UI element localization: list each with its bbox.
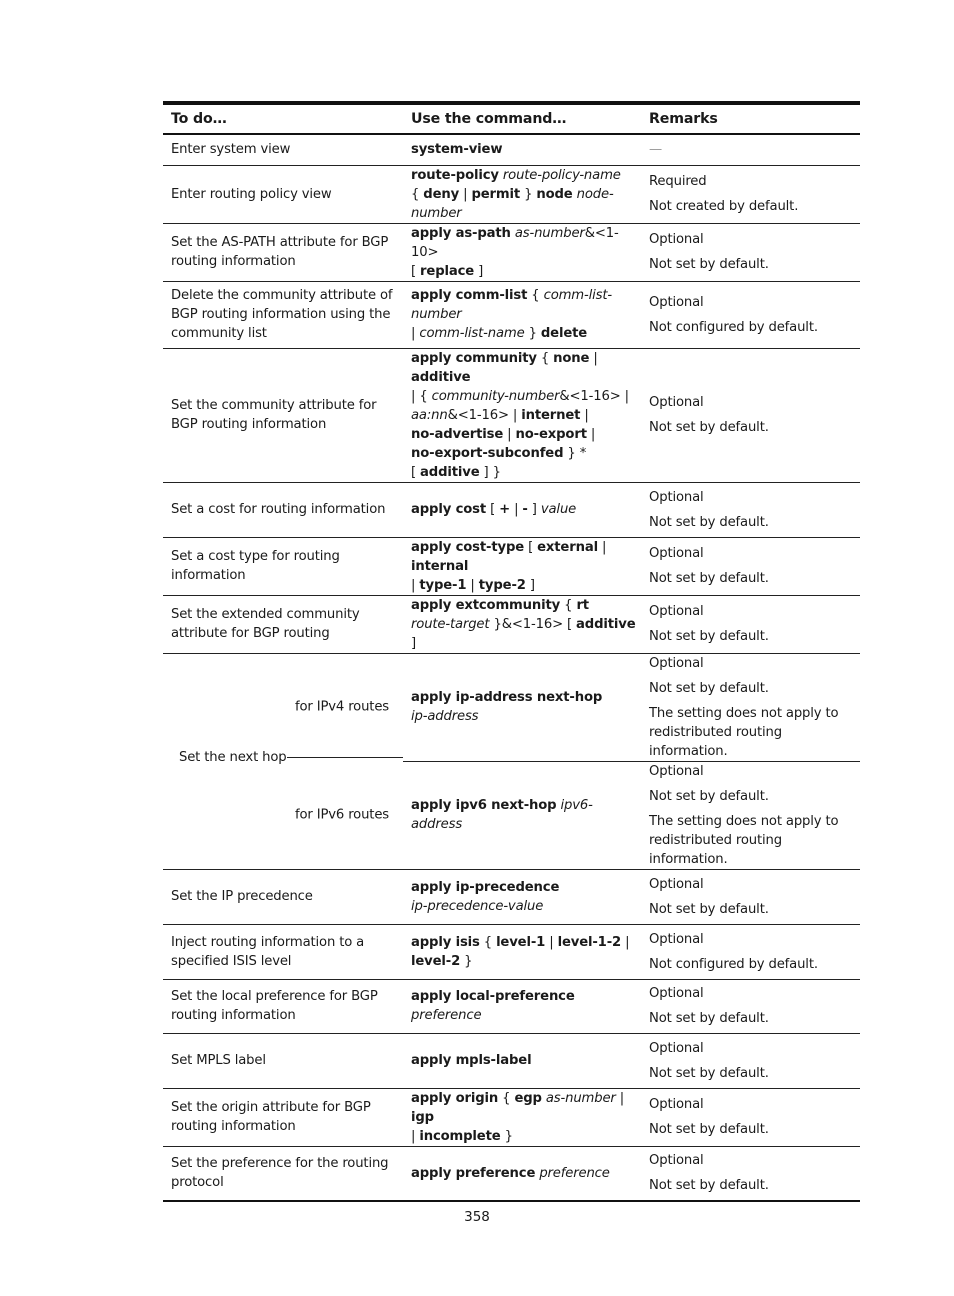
remarks-cell: [641, 165, 860, 223]
command-keyword: +: [499, 502, 511, 517]
remarks-cell: [641, 1033, 860, 1088]
remarks-cell: [641, 537, 860, 595]
todo-cell: Set the AS-PATH attribute for BGP routing information: [163, 223, 403, 281]
table-row: [163, 134, 860, 165]
command-keyword: apply community: [411, 350, 537, 366]
command-cell: apply cost [ + | - ] value: [403, 482, 641, 537]
remark-line: Not configured by default.: [649, 956, 818, 972]
remark-line: Optional: [649, 395, 704, 410]
table-row: [163, 653, 860, 761]
command-keyword: no-advertise: [411, 426, 504, 442]
command-keyword: additive: [411, 369, 471, 385]
table-row: [163, 869, 860, 924]
remark-line: Optional: [649, 294, 704, 310]
remark-line: Not set by default.: [649, 514, 769, 530]
command-argument: comm-list-name: [419, 326, 525, 341]
command-keyword: rt: [576, 597, 589, 613]
remark-line: Not set by default.: [649, 1122, 769, 1137]
command-argument: preference: [411, 1008, 482, 1023]
todo-cell: Delete the community attribute of BGP routing information using the community list: [163, 281, 403, 348]
command-keyword: node: [536, 186, 573, 202]
todo-cell: Enter routing policy view: [163, 165, 403, 223]
command-keyword: -: [522, 502, 528, 517]
command-argument: route-target: [411, 616, 490, 632]
todo-cell: Set a cost for routing information: [163, 482, 403, 537]
header-command: Use the command…: [403, 103, 641, 134]
command-cell: [403, 979, 641, 1033]
next-hop-cell: [163, 653, 403, 765]
table-row: [163, 348, 860, 482]
table-row: [163, 1088, 860, 1146]
next-hop-subcell: [163, 761, 403, 869]
table-row: [163, 595, 860, 653]
table-row: [163, 1146, 860, 1201]
command-keyword: level-2: [411, 953, 461, 969]
command-keyword: apply ip-precedence: [411, 879, 560, 895]
remarks-cell: [641, 979, 860, 1033]
command-argument: preference: [539, 1165, 610, 1181]
remarks-cell: [641, 348, 860, 482]
command-keyword: apply ip-address next-hop: [411, 690, 603, 705]
command-keyword: replace: [420, 263, 475, 279]
remark-line: Optional: [649, 763, 704, 779]
todo-cell: Set MPLS label: [163, 1033, 403, 1088]
command-argument: value: [540, 502, 577, 517]
command-cell: [403, 1033, 641, 1088]
command-keyword: egp: [514, 1090, 542, 1106]
remark-line: Not set by default.: [649, 257, 769, 272]
remark-line: Not set by default.: [649, 1178, 769, 1194]
command-keyword: apply cost: [411, 502, 487, 517]
remark-line: Not set by default.: [649, 420, 769, 435]
remark-line: Not set by default.: [649, 680, 769, 696]
command-argument: node-number: [411, 186, 614, 221]
command-keyword: additive: [576, 616, 636, 632]
command-keyword: internet: [521, 407, 581, 423]
table-row: [163, 223, 860, 281]
remark-line: Optional: [649, 1040, 704, 1056]
todo-cell: Set the IP precedence: [163, 869, 403, 924]
todo-cell: Set the local preference for BGP routing information: [163, 979, 403, 1033]
todo-cell: Set the preference for the routing protocol: [163, 1146, 403, 1201]
todo-cell: Set the community attribute for BGP routing information: [163, 348, 403, 482]
command-argument: as-number: [545, 1090, 616, 1106]
remark-line: Not set by default.: [649, 901, 769, 917]
table-row: [163, 281, 860, 348]
remark-line: The setting does not apply to redistributed routing information.: [649, 705, 839, 759]
command-argument: ip-precedence-value: [411, 898, 544, 914]
command-argument: route-policy-name: [502, 167, 621, 183]
command-keyword: apply extcommunity: [411, 597, 561, 613]
remarks-cell: [641, 869, 860, 924]
todo-cell: Set a cost type for routing information: [163, 537, 403, 595]
header-remarks: Remarks: [641, 103, 860, 134]
command-keyword: igp: [411, 1109, 434, 1125]
remark-line: Optional: [649, 1153, 704, 1169]
command-keyword: deny: [423, 186, 460, 202]
table-row: [163, 482, 860, 537]
command-keyword: apply comm-list: [411, 288, 528, 303]
command-keyword: system-view: [411, 142, 503, 158]
command-cell: apply comm-list { comm-list-number | comm-list-name } delete: [403, 281, 641, 348]
command-cell: apply isis { level-1 | level-1-2 | level-2 }: [403, 924, 641, 979]
command-cell: apply as-path as-number&<1-10> [ replace ]: [403, 223, 641, 281]
next-hop-sub-label: for IPv4 routes: [295, 699, 390, 715]
remark-line: Not set by default.: [649, 1065, 769, 1081]
command-cell: apply cost-type [ external | internal | type-1 | type-2 ]: [403, 537, 641, 595]
page-number: 358: [464, 1209, 490, 1225]
remark-line: Not set by default.: [649, 629, 769, 644]
command-keyword: permit: [471, 186, 521, 202]
todo-cell: Inject routing information to a specified ISIS level: [163, 924, 403, 979]
remark-line: Required: [649, 174, 707, 189]
remark-line: Not configured by default.: [649, 319, 818, 335]
command-keyword: apply origin: [411, 1090, 499, 1106]
remark-line: Optional: [649, 655, 704, 671]
next-hop-sub-label: for IPv6 routes: [295, 807, 390, 823]
command-cell: apply origin { egp as-number | igp | incomplete }: [403, 1088, 641, 1146]
next-hop-divider: [285, 757, 403, 758]
remarks-cell: [641, 1088, 860, 1146]
table-row: [163, 979, 860, 1033]
remarks-cell: [641, 223, 860, 281]
command-cell: apply extcommunity { rt route-target }&<1-16> [ additive ]: [403, 595, 641, 653]
command-keyword: apply isis: [411, 934, 480, 950]
command-keyword: internal: [411, 558, 469, 574]
command-keyword: external: [537, 539, 598, 555]
table-row: [163, 1033, 860, 1088]
command-keyword: apply preference: [411, 1165, 536, 1181]
command-argument: community-number: [431, 388, 560, 404]
remarks-cell: [641, 482, 860, 537]
command-keyword: route-policy: [411, 167, 499, 183]
remark-line: Optional: [649, 489, 704, 505]
command-argument: ipv6-address: [411, 798, 593, 832]
command-keyword: incomplete: [419, 1128, 501, 1144]
command-keyword: delete: [540, 326, 588, 341]
todo-cell: Enter system view: [163, 134, 403, 165]
remark-line: Not set by default.: [649, 1011, 769, 1026]
remark-line: —: [649, 142, 663, 158]
todo-cell: Set the extended community attribute for BGP routing: [163, 595, 403, 653]
command-keyword: apply ipv6 next-hop: [411, 798, 557, 813]
command-keyword: no-export-subconfed: [411, 445, 564, 461]
command-keyword: additive: [420, 464, 480, 480]
command-cell: [403, 653, 641, 761]
remark-line: Optional: [649, 876, 704, 892]
remark-line: The setting does not apply to redistributed routing information.: [649, 813, 839, 867]
remarks-cell: [641, 924, 860, 979]
command-keyword: level-1-2: [557, 934, 622, 950]
command-cell: [403, 761, 641, 869]
remark-line: Not set by default.: [649, 788, 769, 804]
remark-line: Not created by default.: [649, 199, 799, 214]
command-keyword: apply cost-type: [411, 539, 525, 555]
remark-line: Optional: [649, 232, 704, 247]
header-todo: To do…: [163, 103, 403, 134]
table-row: [163, 924, 860, 979]
remark-line: Optional: [649, 1097, 704, 1112]
command-argument: as-number: [514, 225, 585, 241]
remark-line: Optional: [649, 986, 704, 1001]
command-keyword: no-export: [515, 426, 587, 442]
remark-line: Not set by default.: [649, 571, 769, 586]
command-keyword: apply as-path: [411, 225, 511, 241]
command-cell: apply community { none | additive | { community-number&<1-16> | aa:nn&<1-16> | internet | no-advertise | no-export | no-export-subconfed } * [ additive ] }: [403, 348, 641, 482]
command-keyword: apply mpls-label: [411, 1053, 532, 1068]
command-keyword: type-1: [419, 577, 467, 593]
table-row: [163, 761, 860, 869]
command-keyword: none: [553, 350, 590, 366]
command-table: [163, 101, 860, 1202]
table-row: [163, 165, 860, 223]
command-keyword: level-1: [496, 934, 546, 950]
next-hop-label: Set the next hop: [179, 749, 287, 765]
remarks-cell: [641, 1146, 860, 1201]
remark-line: Optional: [649, 546, 704, 561]
remark-line: Optional: [649, 604, 704, 619]
remarks-cell: [641, 134, 860, 165]
remarks-cell: [641, 653, 860, 761]
todo-cell: Set the origin attribute for BGP routing information: [163, 1088, 403, 1146]
remarks-cell: [641, 761, 860, 869]
table-body: [163, 134, 860, 1201]
command-cell: [403, 1146, 641, 1201]
table-row: [163, 537, 860, 595]
command-argument: comm-list-number: [411, 288, 612, 322]
command-argument: ip-address: [411, 709, 479, 724]
table-header-row: [163, 103, 860, 134]
command-keyword: type-2: [478, 577, 526, 593]
command-cell: route-policy route-policy-name { deny | permit } node node-number: [403, 165, 641, 223]
remarks-cell: [641, 281, 860, 348]
command-keyword: apply local-preference: [411, 989, 575, 1004]
remark-line: Optional: [649, 931, 704, 947]
remarks-cell: [641, 595, 860, 653]
command-cell: [403, 869, 641, 924]
command-cell: [403, 134, 641, 165]
command-argument: aa:nn: [411, 407, 448, 423]
